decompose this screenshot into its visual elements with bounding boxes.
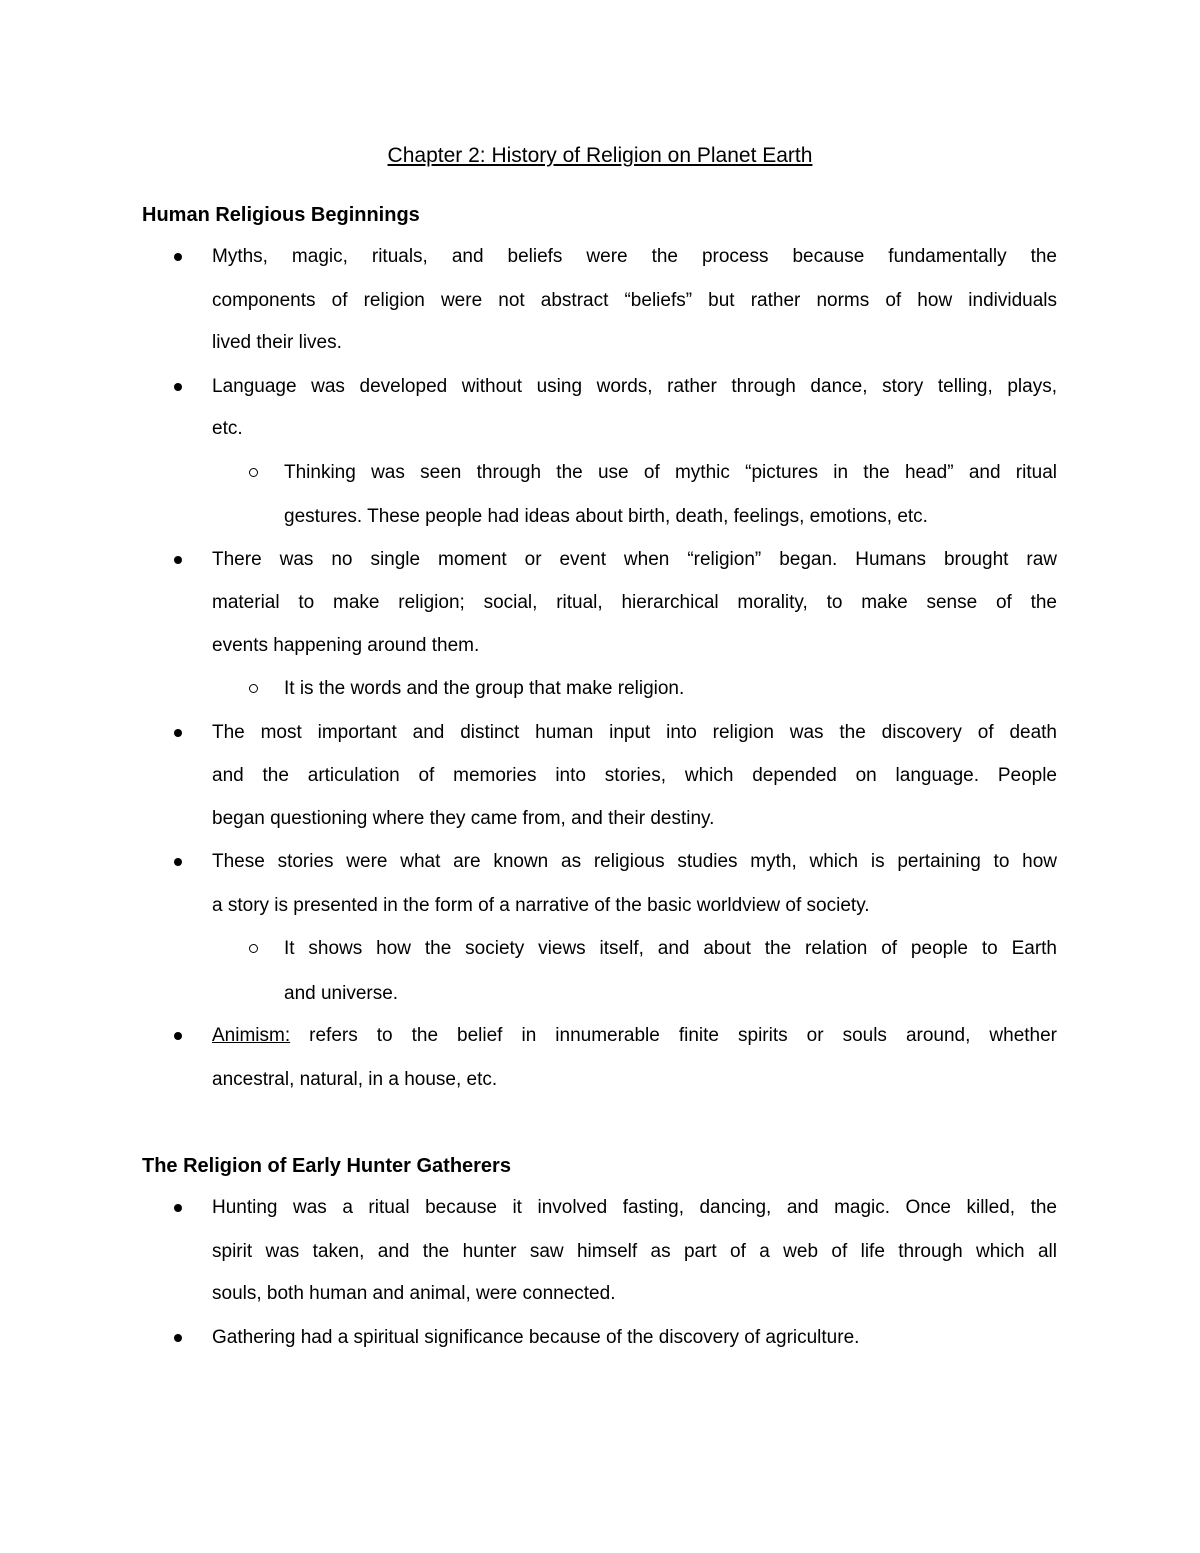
- bullet-icon: [172, 242, 184, 272]
- sub-bullet-text-line: Thinking was seen through the use of mythic “pictures in the head” and ritual: [284, 462, 1057, 483]
- bullet-text-line: Hunting was a ritual because it involved fasting, dancing, and magic. Once killed, the: [212, 1197, 1057, 1218]
- sub-bullet-icon: [248, 934, 262, 964]
- bullet-text-line: and the articulation of memories into stories, which depended on language. People: [212, 765, 1057, 786]
- bullet-text-line: These stories were what are known as religious studies myth, which is pertaining to how: [212, 851, 1057, 872]
- bullet-text-line: etc.: [212, 418, 243, 439]
- sub-bullet-icon: [248, 674, 262, 704]
- bullet-text-line: Myths, magic, rituals, and beliefs were the process because fundamentally the: [212, 246, 1057, 267]
- bullet-text-line: material to make religion; social, ritual, hierarchical morality, to make sense of the: [212, 592, 1057, 613]
- bullet-text-line: [212, 1021, 1057, 1051]
- bullet-icon: [172, 372, 184, 402]
- term-definition: refers to the belief in innumerable finite spirits or souls around, whether: [290, 1025, 1057, 1046]
- bullet-icon: [172, 847, 184, 877]
- section-heading-human-religious-beginnings: Human Religious Beginnings: [142, 204, 420, 226]
- sub-bullet-text-line: gestures. These people had ideas about birth, death, feelings, emotions, etc.: [284, 506, 928, 527]
- bullet-icon: [172, 1193, 184, 1223]
- bullet-text-line: souls, both human and animal, were connected.: [212, 1283, 616, 1304]
- bullet-text-line: began questioning where they came from, and their destiny.: [212, 808, 715, 829]
- bullet-text-line: events happening around them.: [212, 635, 480, 656]
- sub-bullet-icon: [248, 458, 262, 488]
- page-title: Chapter 2: History of Religion on Planet Earth: [387, 144, 813, 167]
- bullet-icon: [172, 1021, 184, 1051]
- bullet-icon: [172, 545, 184, 575]
- bullet-text-line: Gathering had a spiritual significance because of the discovery of agriculture.: [212, 1327, 860, 1348]
- sub-bullet-text-line: It shows how the society views itself, and about the relation of people to Earth: [284, 938, 1057, 959]
- section-heading-early-hunter-gatherers: The Religion of Early Hunter Gatherers: [142, 1155, 511, 1177]
- bullet-text-line: spirit was taken, and the hunter saw himself as part of a web of life through which all: [212, 1241, 1057, 1262]
- bullet-text-line: lived their lives.: [212, 332, 342, 353]
- bullet-icon: [172, 718, 184, 748]
- bullet-text-line: ancestral, natural, in a house, etc.: [212, 1069, 498, 1090]
- bullet-text-line: There was no single moment or event when “religion” began. Humans brought raw: [212, 549, 1057, 570]
- bullet-icon: [172, 1323, 184, 1353]
- bullet-text-line: components of religion were not abstract “beliefs” but rather norms of how individuals: [212, 290, 1057, 311]
- sub-bullet-text-line: and universe.: [284, 983, 399, 1004]
- bullet-text-line: The most important and distinct human input into religion was the discovery of death: [212, 722, 1057, 743]
- bullet-text-line: a story is presented in the form of a narrative of the basic worldview of society.: [212, 895, 870, 916]
- term-animism: Animism:: [212, 1025, 291, 1046]
- sub-bullet-text-line: It is the words and the group that make religion.: [284, 678, 685, 699]
- bullet-text-line: Language was developed without using words, rather through dance, story telling, plays,: [212, 376, 1057, 397]
